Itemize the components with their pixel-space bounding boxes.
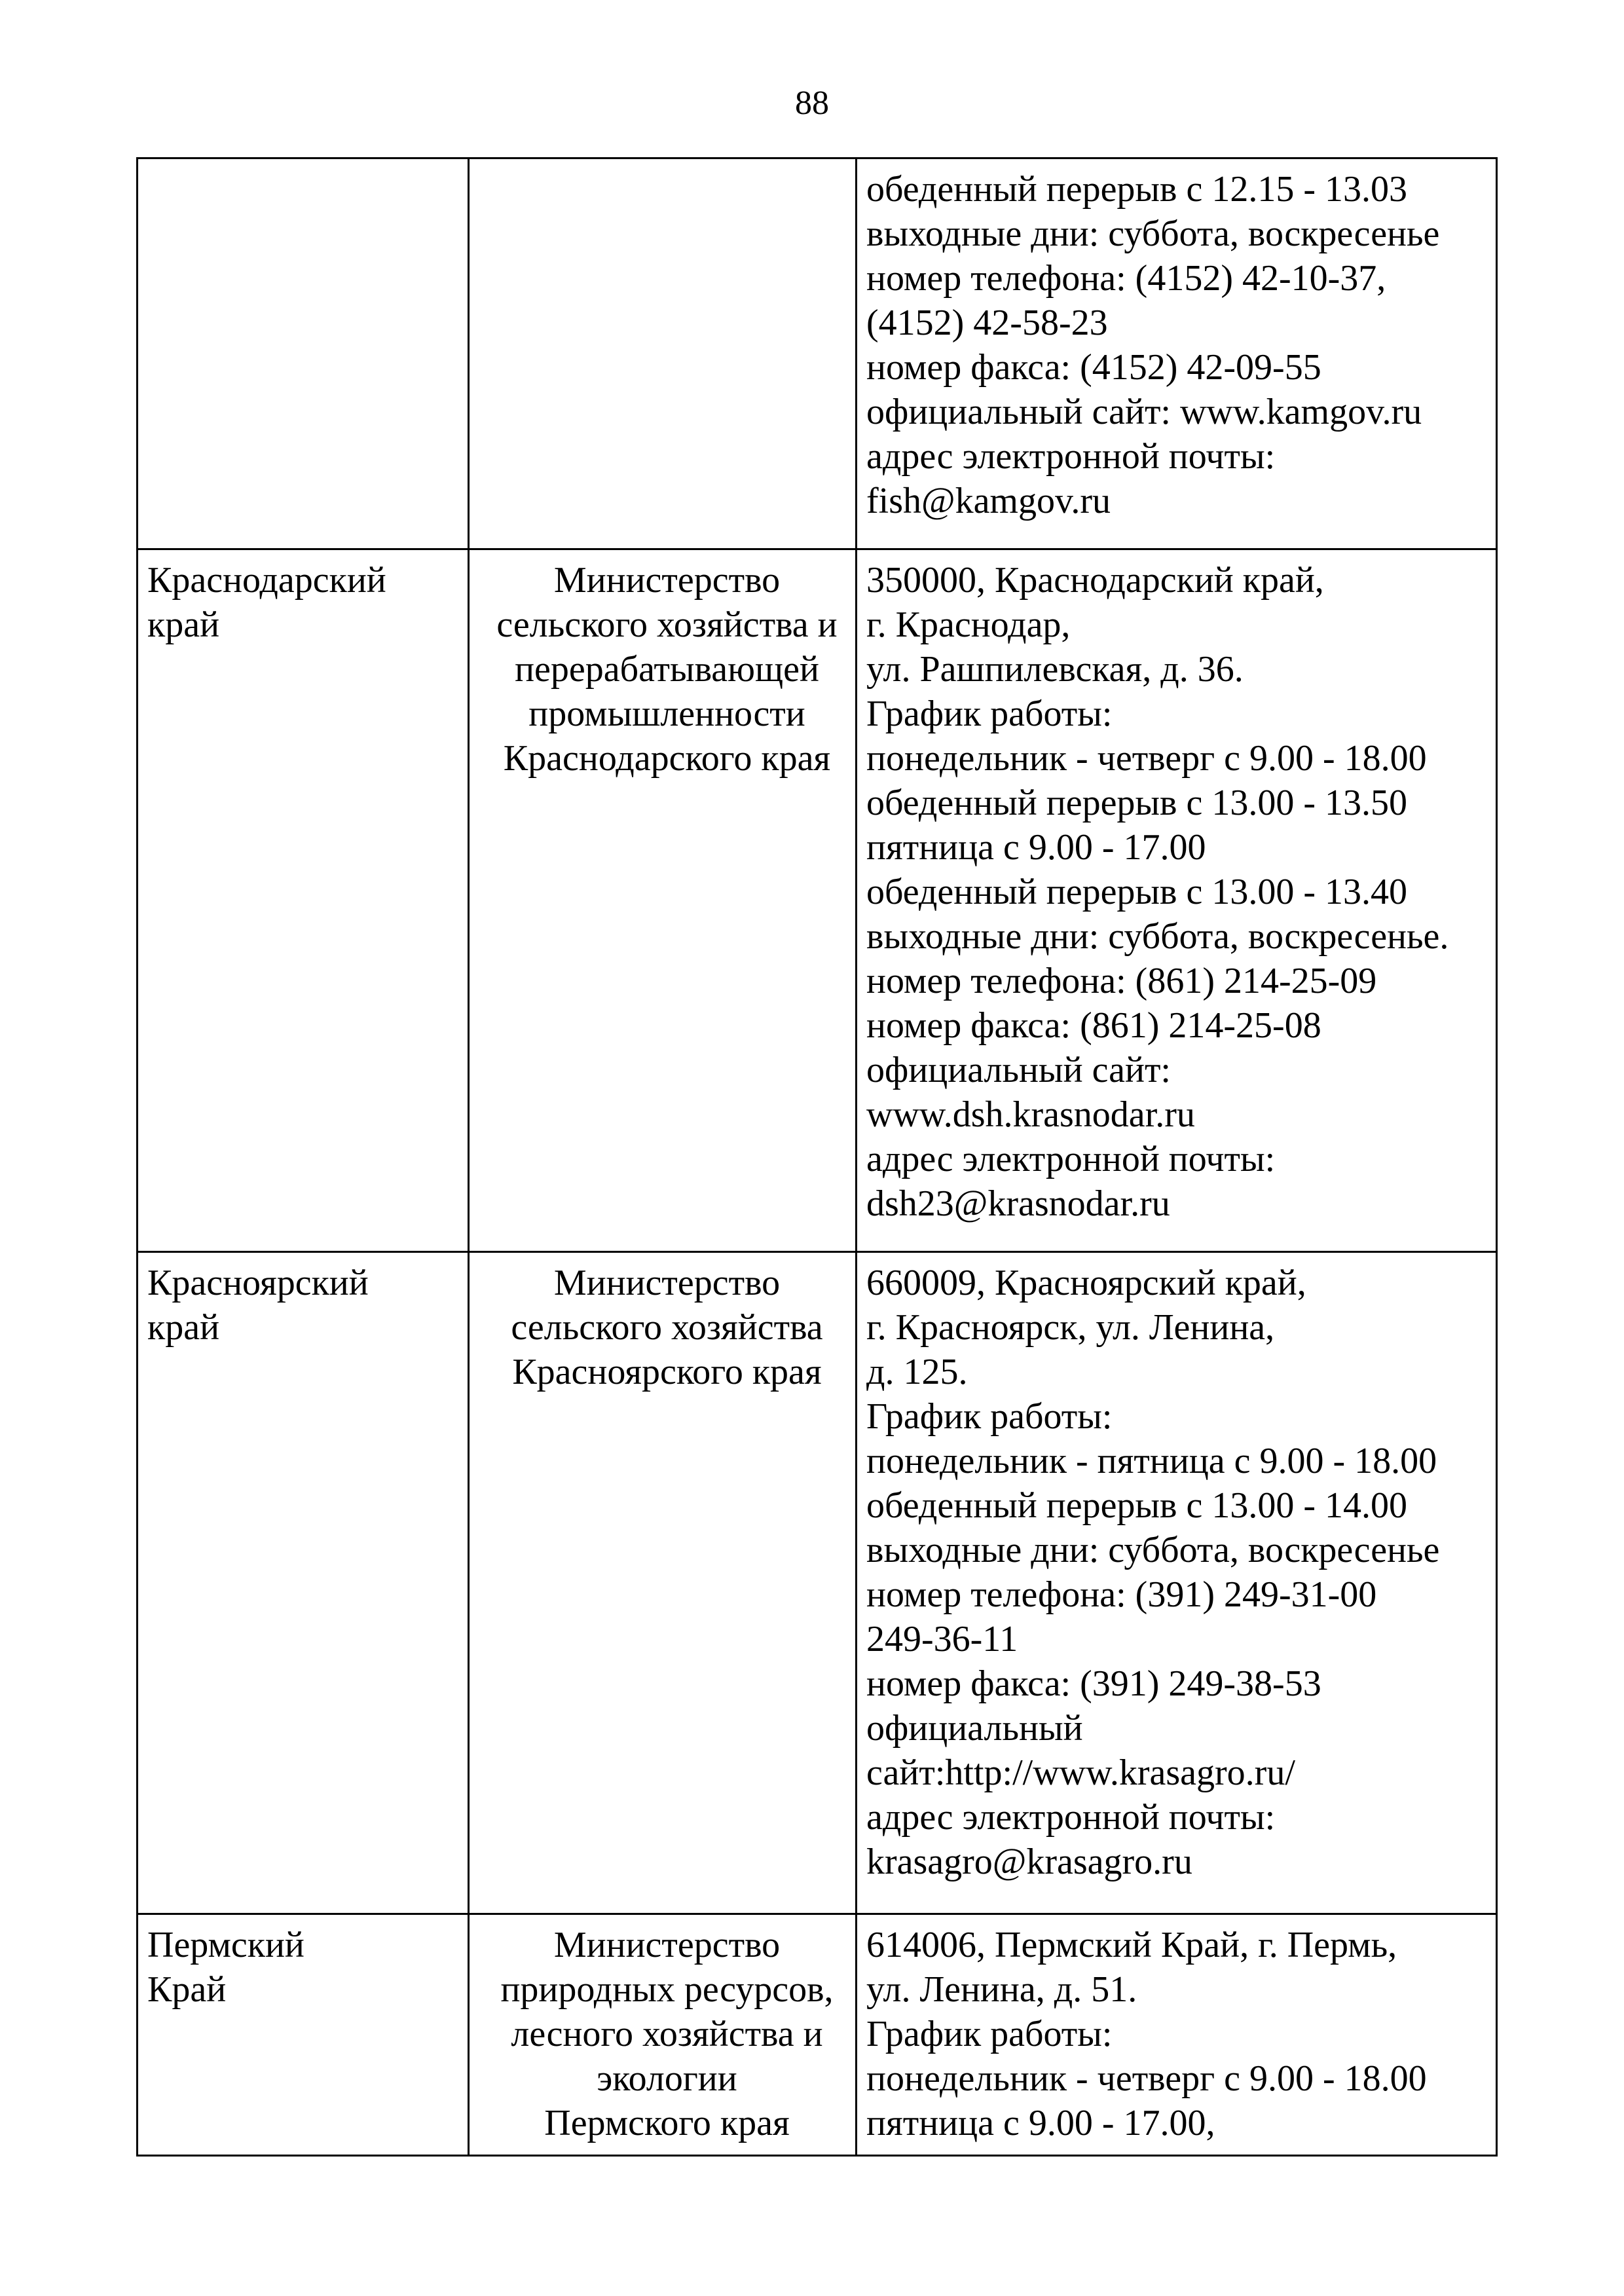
region-cell xyxy=(138,1252,469,1914)
info-line: г. Краснодар, xyxy=(866,604,1071,645)
region-line: Красноярский xyxy=(147,1263,369,1303)
info-line: понедельник - четверг с 9.00 - 18.00 xyxy=(866,738,1427,779)
info-line: официальный xyxy=(866,1708,1083,1749)
info-line: График работы: xyxy=(866,1396,1113,1437)
info-line: 614006, Пермский Край, г. Пермь, xyxy=(866,1925,1397,1965)
info-line: fish@kamgov.ru xyxy=(866,481,1111,521)
info-line: выходные дни: суббота, воскресенье xyxy=(866,1530,1440,1570)
info-line: номер факса: (861) 214-25-08 xyxy=(866,1005,1321,1046)
info-line: ул. Рашпилевская, д. 36. xyxy=(866,649,1244,690)
organization-line: промышленности xyxy=(528,694,805,734)
organization-line: Пермского края xyxy=(544,2103,790,2143)
organization-line: Красноярского края xyxy=(512,1352,822,1392)
info-line: обеденный перерыв с 12.15 - 13.03 xyxy=(866,169,1407,210)
info-line: официальный сайт: xyxy=(866,1050,1171,1090)
info-line: адрес электронной почты: xyxy=(866,1797,1276,1838)
organization-line: лесного хозяйства и xyxy=(511,2014,823,2054)
organization-line: природных ресурсов, xyxy=(500,1969,834,2010)
organization-cell xyxy=(469,1914,857,2156)
info-line: 660009, Красноярский край, xyxy=(866,1263,1306,1303)
organization-cell xyxy=(469,1252,857,1914)
info-line: выходные дни: суббота, воскресенье xyxy=(866,213,1440,254)
region-cell xyxy=(138,549,469,1252)
info-line: понедельник - четверг с 9.00 - 18.00 xyxy=(866,2058,1427,2099)
info-line: номер факса: (391) 249-38-53 xyxy=(866,1663,1321,1704)
organization-line: сельского хозяйства и xyxy=(496,604,838,645)
info-line: г. Красноярск, ул. Ленина, xyxy=(866,1307,1275,1348)
organization-line: Министерство xyxy=(553,560,781,601)
table-row xyxy=(138,158,1497,549)
table-row xyxy=(138,1252,1497,1914)
contact-info-cell xyxy=(857,1914,1497,2156)
contact-info-cell xyxy=(857,158,1497,549)
region-line: край xyxy=(147,604,220,645)
info-line: понедельник - пятница с 9.00 - 18.00 xyxy=(866,1441,1437,1481)
contact-info-cell xyxy=(857,1252,1497,1914)
organization-line: сельского хозяйства xyxy=(511,1307,823,1348)
info-line: адрес электронной почты: xyxy=(866,436,1276,477)
info-line: ул. Ленина, д. 51. xyxy=(866,1969,1137,2010)
info-line: krasagro@krasagro.ru xyxy=(866,1842,1192,1882)
info-line: выходные дни: суббота, воскресенье. xyxy=(866,916,1449,957)
organization-cell xyxy=(469,549,857,1252)
info-line: официальный сайт: www.kamgov.ru xyxy=(866,392,1422,432)
contact-info-cell xyxy=(857,549,1497,1252)
info-line: 249-36-11 xyxy=(866,1619,1018,1659)
info-line: 350000, Краснодарский край, xyxy=(866,560,1324,601)
info-line: адрес электронной почты: xyxy=(866,1139,1276,1179)
region-line: Край xyxy=(147,1969,227,2010)
info-line: обеденный перерыв с 13.00 - 13.40 xyxy=(866,872,1407,912)
info-line: dsh23@krasnodar.ru xyxy=(866,1183,1170,1224)
info-line: График работы: xyxy=(866,2014,1113,2054)
organization-line: Краснодарского края xyxy=(503,738,831,779)
registry-table xyxy=(136,157,1498,2157)
region-line: край xyxy=(147,1307,220,1348)
organization-line: Министерство xyxy=(553,1263,781,1303)
organization-line: перерабатывающей xyxy=(515,649,819,690)
info-line: д. 125. xyxy=(866,1352,968,1392)
info-line: номер телефона: (4152) 42-10-37, xyxy=(866,258,1386,299)
info-line: пятница с 9.00 - 17.00, xyxy=(866,2103,1215,2143)
table-row xyxy=(138,549,1497,1252)
info-line: обеденный перерыв с 13.00 - 14.00 xyxy=(866,1485,1407,1526)
info-line: обеденный перерыв с 13.00 - 13.50 xyxy=(866,783,1407,823)
info-line: www.dsh.krasnodar.ru xyxy=(866,1094,1195,1135)
info-line: (4152) 42-58-23 xyxy=(866,303,1108,343)
info-line: номер телефона: (861) 214-25-09 xyxy=(866,961,1377,1001)
region-line: Краснодарский xyxy=(147,560,386,601)
info-line: пятница с 9.00 - 17.00 xyxy=(866,827,1206,868)
region-cell xyxy=(138,1914,469,2156)
region-line: Пермский xyxy=(147,1925,304,1965)
info-line: номер телефона: (391) 249-31-00 xyxy=(866,1574,1377,1615)
organization-cell xyxy=(469,158,857,549)
info-line: номер факса: (4152) 42-09-55 xyxy=(866,347,1321,388)
table-row xyxy=(138,1914,1497,2156)
info-line: График работы: xyxy=(866,694,1113,734)
organization-line: Министерство xyxy=(553,1925,781,1965)
region-cell xyxy=(138,158,469,549)
page-number: 88 xyxy=(795,84,829,122)
info-line: сайт:http://www.krasagro.ru/ xyxy=(866,1752,1295,1793)
organization-line: экологии xyxy=(597,2058,737,2099)
